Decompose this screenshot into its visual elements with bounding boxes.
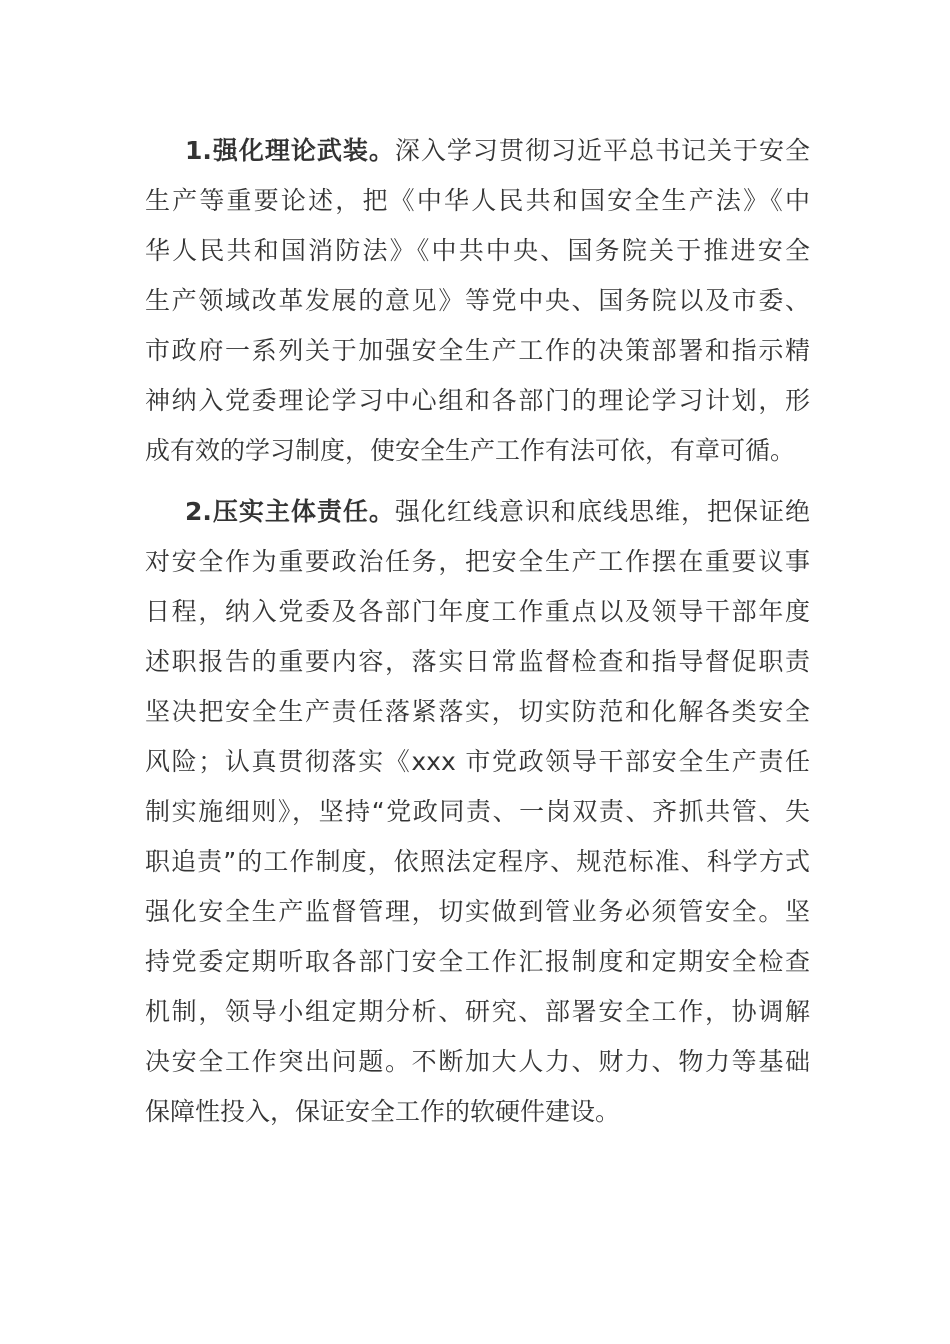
paragraph-line: 述职报告的重要内容，落实日常监督检查和指导督促职责 <box>145 647 810 676</box>
paragraph-line <box>145 487 810 537</box>
paragraph-line: 强化安全生产监督管理，切实做到管业务必须管安全。坚 <box>145 897 810 926</box>
paragraph-line <box>145 126 810 176</box>
paragraph-heading: 2.压实主体责任。 <box>185 497 395 526</box>
paragraph-text: 强化红线意识和底线思维，把保证绝 <box>394 497 810 526</box>
paragraph-line: 保障性投入，保证安全工作的软硬件建设。 <box>145 1097 621 1126</box>
paragraph-text: 深入学习贯彻习近平总书记关于安全 <box>394 136 810 165</box>
paragraph-line: 生产等重要论述，把《中华人民共和国安全生产法》《中 <box>145 186 810 215</box>
paragraph-line: 神纳入党委理论学习中心组和各部门的理论学习计划，形 <box>145 386 810 415</box>
paragraph-line: 制实施细则》，坚持“党政同责、一岗双责、齐抓共管、失 <box>145 797 810 826</box>
paragraph-line: 机制，领导小组定期分析、研究、部署安全工作，协调解 <box>145 997 810 1026</box>
paragraph-line: 决安全工作突出问题。不断加大人力、财力、物力等基础 <box>145 1047 810 1076</box>
paragraph-heading: 1.强化理论武装。 <box>185 136 395 165</box>
paragraph-line: 持党委定期听取各部门安全工作汇报制度和定期安全检查 <box>145 947 810 976</box>
paragraph-line: 成有效的学习制度，使安全生产工作有法可依，有章可循。 <box>145 436 796 465</box>
document-page <box>145 126 810 1148</box>
paragraph-line: 风险；认真贯彻落实《xxx 市党政领导干部安全生产责任 <box>145 747 810 776</box>
paragraph-line: 对安全作为重要政治任务，把安全生产工作摆在重要议事 <box>145 547 810 576</box>
paragraph-line: 坚决把安全生产责任落紧落实，切实防范和化解各类安全 <box>145 697 810 726</box>
paragraph-line: 日程，纳入党委及各部门年度工作重点以及领导干部年度 <box>145 597 810 626</box>
paragraph-line: 生产领域改革发展的意见》等党中央、国务院以及市委、 <box>145 286 810 315</box>
paragraph-line: 华人民共和国消防法》《中共中央、国务院关于推进安全 <box>145 236 810 265</box>
paragraph-1 <box>145 126 810 476</box>
paragraph-line: 职追责”的工作制度，依照法定程序、规范标准、科学方式 <box>145 847 810 876</box>
paragraph-line: 市政府一系列关于加强安全生产工作的决策部署和指示精 <box>145 336 810 365</box>
paragraph-2 <box>145 487 810 1137</box>
